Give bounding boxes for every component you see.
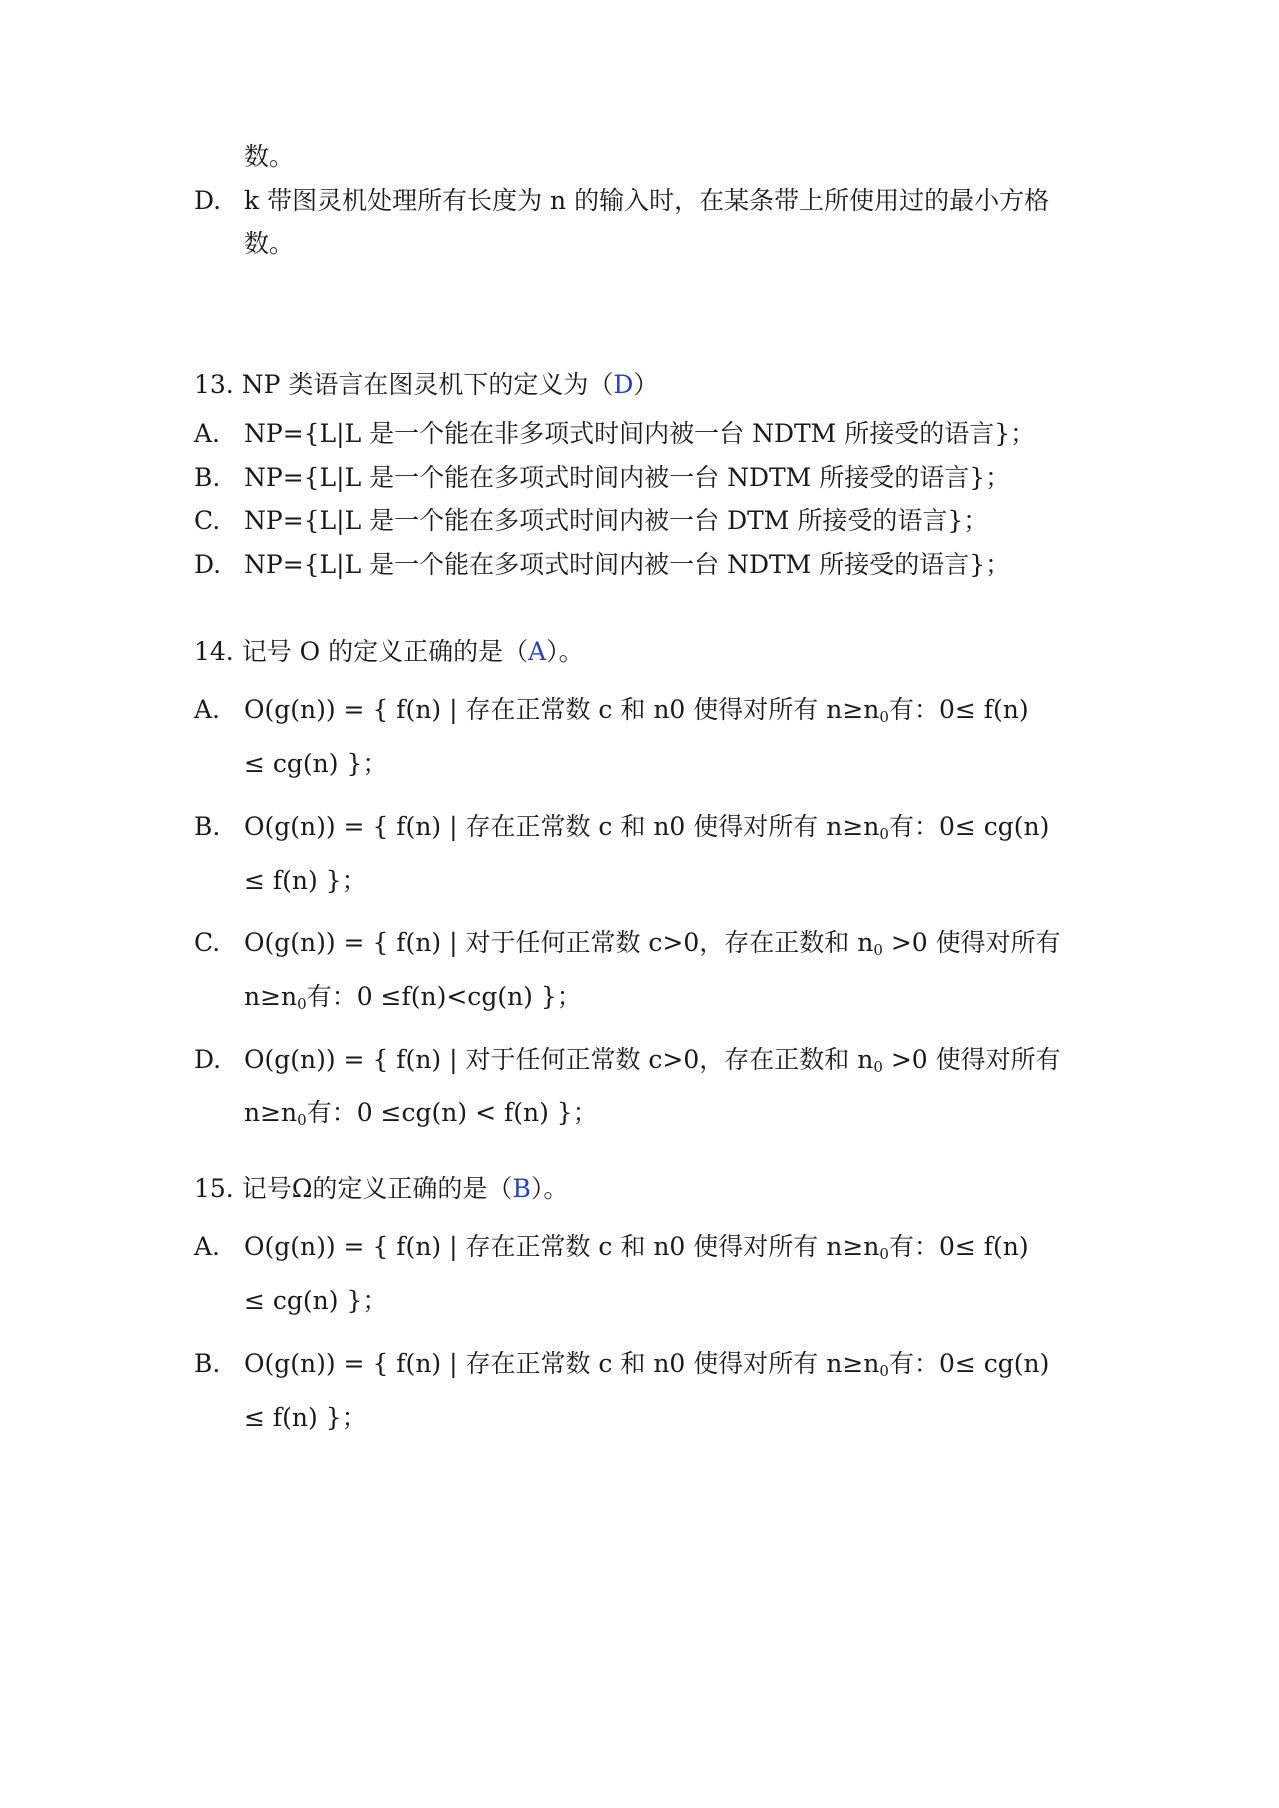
q14-option-b-cont: ≤ f(n) }； [244,866,367,895]
option-label: B. [194,463,221,492]
option-text: O(g(n)) = { f(n) | 存在正常数 c 和 n0 使得对所有 $n\ge n_0$有：0≤ cg(n) [244,812,1050,843]
question-text: 13. NP 类语言在图灵机下的定义为（ [194,370,614,399]
question-text-end: ）。 [546,637,584,666]
q14-option-c-cont: $n\ge n_0$有：0 ≤f(n)<cg(n) }； [244,982,582,1013]
question-text: 14. 记号 O 的定义正确的是（ [194,637,529,666]
option-text: O(g(n)) = { f(n) | 存在正常数 c 和 n0 使得对所有 $n\ge n_0$有：0≤ cg(n) [244,1349,1050,1380]
option-label: D. [194,186,222,215]
option-label: B. [194,1349,221,1378]
question-text-end: ） [633,370,659,399]
q15-option-a-cont: ≤ cg(n) }； [244,1286,388,1315]
answer-letter: A [528,637,547,666]
option-d-continuation: 数。 [244,229,295,258]
question-15-stem [194,1172,568,1206]
option-label: A. [194,1232,221,1261]
option-text: O(g(n)) = { f(n) | 对于任何正常数 c>0，存在正数和 $n_0 >0$ 使得对所有 [244,1045,1061,1076]
option-label: D. [194,1045,222,1074]
question-13-stem [194,368,658,402]
option-text: k 带图灵机处理所有长度为 n 的输入时，在某条带上所使用过的最小方格 [244,186,1050,215]
option-text: NP={L|L 是一个能在多项式时间内被一台 NDTM 所接受的语言}； [244,463,1011,492]
q14-option-d-cont: $n\ge n_0$有：0 ≤cg(n) < f(n) }； [244,1098,598,1129]
option-label: C. [194,928,221,957]
answer-letter: D [613,370,634,399]
option-text: O(g(n)) = { f(n) | 存在正常数 c 和 n0 使得对所有 $n\ge n_0$有：0≤ f(n) [244,1232,1029,1263]
option-label: A. [194,695,221,724]
option-text: NP={L|L 是一个能在多项式时间内被一台 DTM 所接受的语言}； [244,506,989,535]
option-label: A. [194,419,221,448]
option-label: C. [194,506,221,535]
option-text: NP={L|L 是一个能在非多项式时间内被一台 NDTM 所接受的语言}； [244,419,1036,448]
q15-option-b-cont: ≤ f(n) }； [244,1403,367,1432]
option-label: B. [194,812,221,841]
option-text: NP={L|L 是一个能在多项式时间内被一台 NDTM 所接受的语言}； [244,550,1011,579]
option-text: O(g(n)) = { f(n) | 存在正常数 c 和 n0 使得对所有 $n\ge n_0$有：0≤ f(n) [244,695,1029,726]
question-14-stem [194,635,584,669]
option-c-continuation: 数。 [244,142,295,171]
option-text: O(g(n)) = { f(n) | 对于任何正常数 c>0，存在正数和 $n_0 >0$ 使得对所有 [244,928,1061,959]
question-text-end: ）。 [530,1174,569,1203]
answer-letter: B [512,1174,531,1203]
q14-option-a-cont: ≤ cg(n) }； [244,749,388,778]
question-text: 15. 记号Ω的定义正确的是（ [194,1174,513,1203]
option-label: D. [194,550,222,579]
